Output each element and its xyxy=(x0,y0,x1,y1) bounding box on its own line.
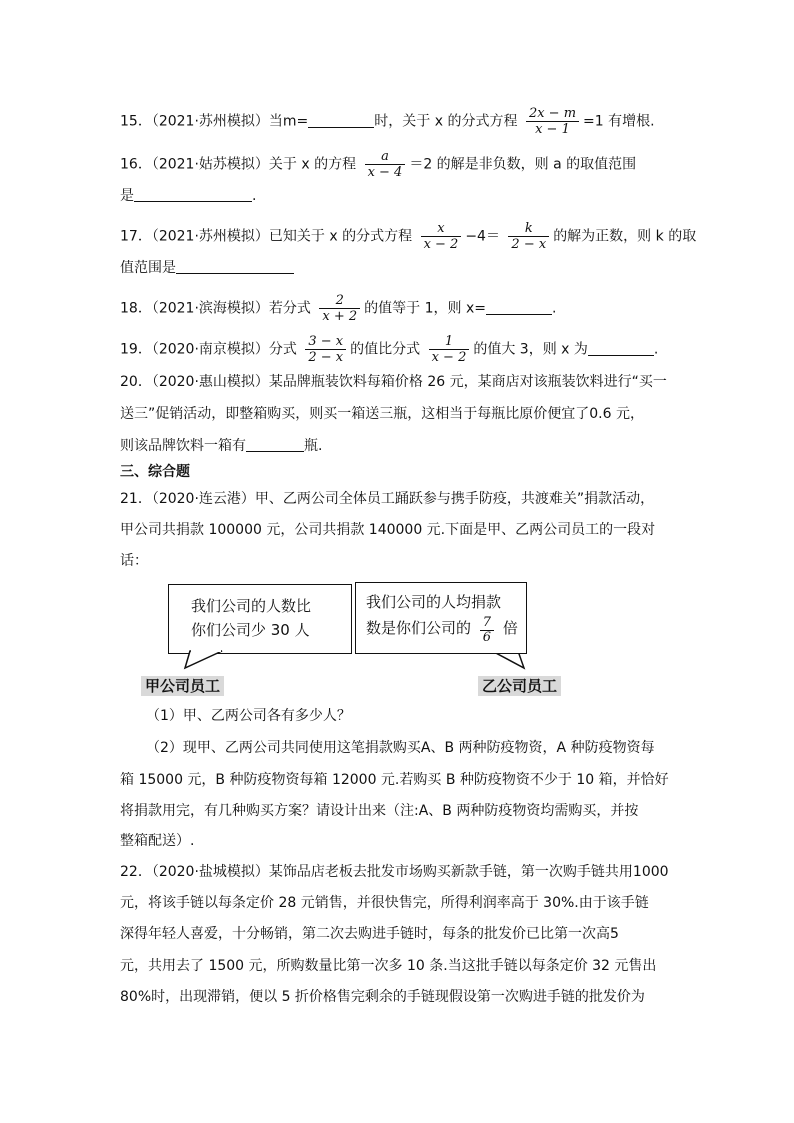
speaker-a-label: 甲公司员工 xyxy=(141,676,224,696)
problem-source: （2020·南京模拟） xyxy=(151,341,269,358)
problem-number: 20． xyxy=(120,374,152,390)
problem-text: =1 有增根. xyxy=(583,113,655,130)
problem-number: 18． xyxy=(120,300,152,317)
problem-text: 瓶. xyxy=(304,438,323,454)
problem-21-q2-line3: 将捐款用完，有几种购买方案？请设计出来（注:A、B 两种防疫物资均需购买，并按 xyxy=(120,803,639,819)
problem-number: 15． xyxy=(120,113,152,130)
problem-number: 17． xyxy=(120,228,152,245)
problem-text: . xyxy=(653,341,659,358)
problem-text: 已知关于 x 的分式方程 xyxy=(268,228,413,245)
fraction-numerator: k xyxy=(508,221,549,237)
fraction-numerator: 2 xyxy=(319,293,360,309)
problem-text: 某饰品店老板去批发市场购买新款手链，第一次购手链共用1000 xyxy=(268,864,669,880)
problem-text: 值范围是 xyxy=(120,260,176,276)
problem-text: 甲、乙两公司全体员工踊跃参与携手防疫，共渡难关”捐款活动， xyxy=(254,491,655,507)
problem-text: 话： xyxy=(120,553,148,569)
problem-text: 送三”促销活动，即整箱购买，则买一箱送三瓶，这相当于每瓶比原价便宜了0.6 元， xyxy=(120,406,644,422)
problem-21-q2-line2: 箱 15000 元，B 种防疫物资每箱 12000 元.若购买 B 种防疫物资不少于 10 箱，并恰好 xyxy=(120,772,669,788)
bubble-b-line1: 我们公司的人均捐款 xyxy=(366,593,502,611)
problem-text: . xyxy=(252,188,257,204)
problem-text: 的值等于 1，则 x= xyxy=(364,300,486,317)
section-title: 三、综合题 xyxy=(120,464,190,480)
problem-text: 时，关于 x 的分式方程 xyxy=(374,113,518,130)
problem-text: 分式 xyxy=(268,341,297,358)
problem-22-line3: 深得年轻人喜爱，十分畅销，第二次去购进手链时，每条的批发价已比第一次高5 xyxy=(120,926,619,942)
problem-21-q2: （2）现甲、乙两公司共同使用这笔捐款购买A、B 两种防疫物资，A 种防疫物资每 xyxy=(146,740,655,756)
problem-text: 甲公司共捐款 100000 元，公司共捐款 140000 元.下面是甲、乙两公司员工的一段对 xyxy=(120,522,656,538)
problem-number: 21． xyxy=(120,491,152,507)
fraction-numerator: 3 − x xyxy=(305,334,346,350)
problem-text: 若分式 xyxy=(268,300,311,317)
problem-text: . xyxy=(551,300,557,317)
problem-21-q2-line4: 整箱配送）. xyxy=(120,833,195,849)
problem-number: 22． xyxy=(120,864,152,880)
problem-number: 19． xyxy=(120,341,152,358)
fraction-denominator: 6 xyxy=(482,630,492,645)
fraction-denominator: x − 2 xyxy=(431,350,467,365)
bubble-text: 数是你们公司的 xyxy=(366,619,472,637)
problem-source: （2020·连云港） xyxy=(151,491,255,507)
problem-text: 某品牌瓶装饮料每箱价格 26 元，某商店对该瓶装饮料进行“买一 xyxy=(268,374,667,390)
problem-text: 的值大 3，则 x 为 xyxy=(473,341,588,358)
problem-source: （2021·姑苏模拟） xyxy=(151,156,269,173)
problem-text: 是 xyxy=(120,188,134,204)
fraction-numerator: a xyxy=(365,149,406,165)
fraction-numerator: x xyxy=(421,221,462,237)
problem-text: 的值比分式 xyxy=(350,341,421,358)
problem-source: （2021·苏州模拟） xyxy=(151,228,269,245)
problem-22 xyxy=(120,862,680,882)
problem-text: ＝2 的解是非负数，则 a 的取值范围 xyxy=(409,156,637,173)
speaker-b-label: 乙公司员工 xyxy=(478,676,561,696)
fraction-denominator: 2 − x xyxy=(511,237,547,252)
bubble-text: 倍 xyxy=(502,619,518,637)
problem-22-line2: 元，将该手链以每条定价 28 元销售，并很快售完，所得利润率高于 30%.由于该手链 xyxy=(120,895,649,911)
fraction-numerator: 7 xyxy=(480,616,494,631)
problem-22-line5: 80%时，出现滞销，便以 5 折价格售完剩余的手链现假设第一次购进手链的批发价为 xyxy=(120,989,645,1005)
fraction-denominator: x + 2 xyxy=(322,309,358,324)
problem-source: （2020·盐城模拟） xyxy=(151,864,269,880)
bubble-a-line2: 你们公司少 30 人 xyxy=(191,621,310,639)
problem-text: −4＝ xyxy=(465,228,500,245)
fraction-numerator: 1 xyxy=(429,334,470,350)
fraction-denominator: x − 4 xyxy=(367,165,403,180)
problem-22-line4: 元，共用去了 1500 元，所购数量比第一次多 10 条.当这批手链以每条定价 32 元售出 xyxy=(120,958,657,974)
fraction-denominator: x − 2 xyxy=(423,237,459,252)
bubble-a-line1: 我们公司的人数比 xyxy=(191,597,312,615)
fraction xyxy=(480,616,494,645)
problem-text: 则该品牌饮料一箱有 xyxy=(120,438,246,454)
problem-source: （2021·苏州模拟） xyxy=(151,113,269,130)
problem-text: 当m= xyxy=(268,113,309,130)
problem-21-q1: （1）甲、乙两公司各有多少人？ xyxy=(146,708,351,724)
problem-source: （2020·惠山模拟） xyxy=(151,374,269,390)
problem-number: 16． xyxy=(120,156,152,173)
bubble-b-line2 xyxy=(366,615,518,645)
problem-text: 的解为正数，则 k 的取 xyxy=(553,228,697,245)
fraction-numerator: 2x − m xyxy=(526,106,579,122)
speech-bubble-b xyxy=(355,582,527,654)
problem-source: （2021·滨海模拟） xyxy=(151,300,269,317)
fraction-denominator: 2 − x xyxy=(308,350,344,365)
problem-text: 关于 x 的方程 xyxy=(268,156,357,173)
fraction-denominator: x − 1 xyxy=(535,122,570,137)
